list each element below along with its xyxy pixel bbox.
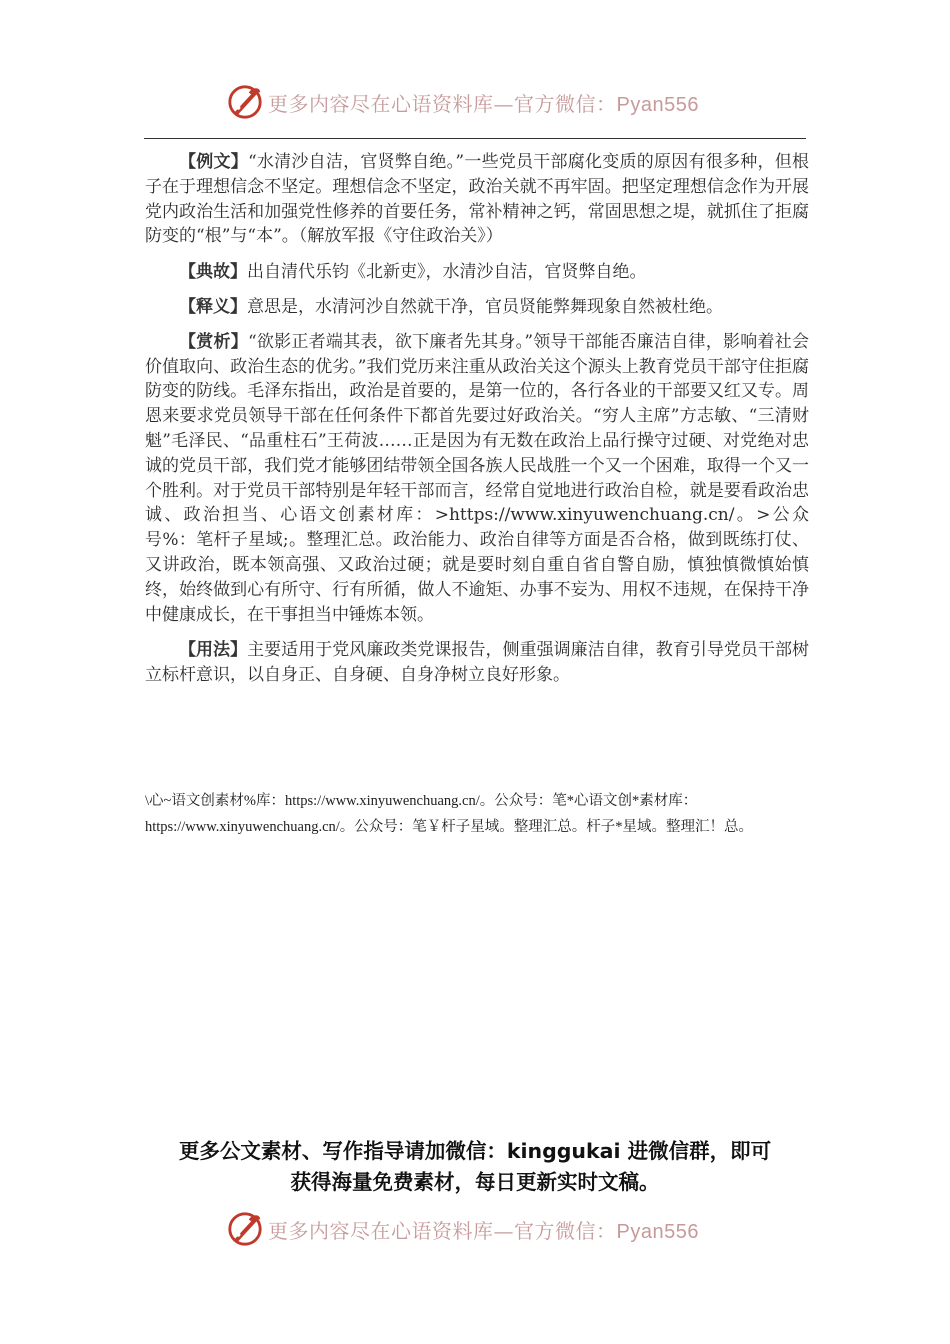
header-banner — [226, 82, 699, 122]
article-body — [145, 150, 809, 699]
text-analysis: “欲影正者端其表，欲下廉者先其身。”领导干部能否廉洁自律，影响着社会价值取向、政治生态的优劣。”我们党历来注重从政治关这个源头上教育党员干部守住拒腐防变的防线。毛泽东指出，政治是首要的，是第一位的，各行各业的干部要又红又专。周恩来要求党员领导干部在任何条件下都首先要过好政治关。“穷人主席”方志敏、“三清财魁”毛泽民、“品重柱石”王荷波……正是因为有无数在政治上品行操守过硬、对党绝对忠诚的党员干部，我们党才能够团结带领全国各族人民战胜一个又一个困难，取得一个又一个胜利。对于党员干部特别是年轻干部而言，经常自觉地进行政治自检，就是要看政治忠诚、政治担当、心语文创素材库：>https://www.xinyuwenchuang.cn/。>公众号%：笔杆子星域;。整理汇总。政治能力、政治自律等方面是否合格，做到既练打仗、又讲政治，既本领高强、又政治过硬；就是要时刻自重自省自警自励，慎独慎微慎始慎终，始终做到心有所守、行有所循，做人不逾矩、办事不妄为、用权不违规，在保持干净中健康成长，在干事担当中锤炼本领。 — [145, 331, 810, 625]
footer-banner-text: 更多内容尽在心语资料库—官方微信：Pyan556 — [268, 1218, 699, 1243]
text-meaning: 意思是，水清河沙自然就干净，官员贤能弊舞现象自然被杜绝。 — [247, 296, 723, 317]
logo-icon — [226, 1210, 264, 1248]
footer-wechat-id: Pyan556 — [616, 1220, 699, 1243]
tag-analysis: 【赏析】 — [179, 331, 248, 352]
paragraph-origin — [145, 260, 809, 285]
tag-example: 【例文】 — [179, 152, 248, 172]
text-usage: 主要适用于党风廉政类党课报告，侧重强调廉洁自律，教育引导党员干部树立标杆意识，以自身正、自身硬、自身净树立良好形象。 — [145, 640, 810, 686]
header-wechat-id: Pyan556 — [616, 93, 699, 116]
paragraph-usage — [145, 638, 809, 688]
footer-banner — [226, 1209, 699, 1249]
paragraph-meaning — [145, 295, 809, 320]
text-example: “水清沙自洁，官贤弊自绝。”一些党员干部腐化变质的原因有很多种，但根子在于理想信念不坚定。理想信念不坚定，政治关就不再牢固。把坚定理想信念作为开展党内政治生活和加强党性修养的首要任务，常补精神之钙，常固思想之堤，就抓住了拒腐防变的“根”与“本”。（解放军报《守住政治关》） — [145, 152, 810, 247]
tag-origin: 【典故】 — [179, 262, 247, 283]
header-banner-text: 更多内容尽在心语资料库—官方微信：Pyan556 — [268, 91, 699, 116]
text-origin: 出自清代乐钧《北新吏》，水清沙自洁，官贤弊自绝。 — [247, 262, 647, 283]
promo-block — [100, 1136, 850, 1198]
paragraph-analysis — [145, 330, 809, 628]
source-note: \心~语文创素材%库：https://www.xinyuwenchuang.cn/。公众号：笔*心语文创*素材库：https://www.xinyuwenchuang.cn/。公众号：笔￥杆子星域。整理汇总。杆子*星域。整理汇！总。 — [145, 793, 754, 835]
header-divider — [144, 138, 806, 139]
tag-meaning: 【释义】 — [179, 296, 247, 317]
promo-line-1: 更多公文素材、写作指导请加微信：kinggukai 进微信群，即可 — [178, 1139, 772, 1163]
promo-line-2: 获得海量免费素材，每日更新实时文稿。 — [290, 1170, 660, 1194]
tag-usage: 【用法】 — [179, 640, 248, 661]
paragraph-example — [145, 150, 809, 249]
logo-icon — [226, 83, 264, 121]
